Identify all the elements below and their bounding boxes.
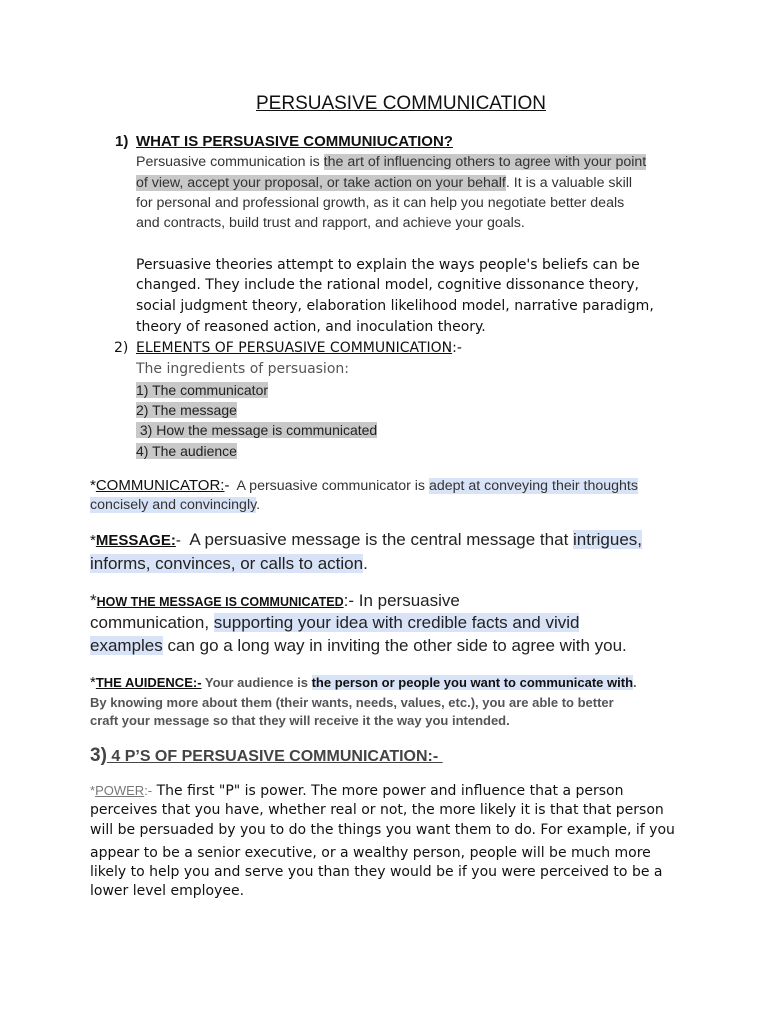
audience-line-2: By knowing more about them (their wants, needs, values, etc.), you are able to better [90,695,614,710]
section-2-heading: ELEMENTS OF PERSUASIVE COMMUNICATION [136,340,453,356]
message-line-2 [90,554,368,574]
audience-line-3: craft your message so that they will receive it the way you intended. [90,713,510,728]
power-line-3: will be persuaded by you to do the things you want them to do. For example, if you [90,822,675,838]
how-line-1 [90,591,460,611]
p1-line-2 [136,175,632,191]
p1-line-4: and contracts, build trust and rapport, and achieve your goals. [136,215,525,231]
power-line-2: perceives that you have, whether real or not, the more likely it is that that person [90,802,664,818]
communicator-line-2 [90,497,260,513]
how-label: HOW THE MESSAGE IS COMMUNICATED [96,595,344,609]
how-text: communication, [90,613,214,632]
section-1-heading: WHAT IS PERSUASIVE COMMUNIUCATION? [136,133,453,150]
audience-line-1 [90,674,637,691]
power-star: * [90,783,96,798]
how-text: can go a long way in inviting the other side to agree with you. [162,636,627,655]
p1-line-3: for personal and professional growth, as it can help you negotiate better deals [136,195,625,211]
p2-line-3: social judgment theory, elaboration likelihood model, narrative paradigm, [136,298,654,314]
message-text: A persuasive message is the central message that [180,530,574,549]
section-1-number: 1) [115,133,129,150]
p2-line-1: Persuasive theories attempt to explain the ways people's beliefs can be [136,257,640,273]
audience-star: * [90,674,96,691]
communicator-text: . [256,497,261,513]
power-line-4: appear to be a senior executive, or a wealthy person, people will be much more [90,845,651,861]
communicator-highlight: concisely and convincingly [90,497,257,513]
communicator-line-1 [90,477,638,494]
audience-highlight: the person or people you want to communicate with [311,675,634,690]
communicator-star: * [90,477,96,494]
element-item-audience: 4) The audience [136,443,237,459]
how-highlight: supporting your idea with credible facts and vivid [213,613,580,632]
message-star: * [90,532,96,549]
p1-highlight: of view, accept your proposal, or take action on your behalf [136,175,506,191]
power-line-1 [90,783,624,799]
message-label: MESSAGE: [95,532,176,549]
section-2-heading-line [136,340,462,356]
section-3-heading: 4 P’S OF PERSUASIVE COMMUNICATION:- [106,748,443,765]
element-item-how: 3) How the message is communicated [136,422,378,438]
power-label: POWER [95,783,145,798]
message-highlight: intrigues, [573,530,642,549]
p1-highlight: the art of influencing others to agree with your point [323,154,647,170]
section-2-intro: The ingredients of persuasion: [136,361,349,377]
element-item-communicator: 1) The communicator [136,382,269,398]
element-item-message: 2) The message [136,402,237,418]
p1-text: Persuasive communication is [136,154,324,170]
message-line-1 [90,530,642,550]
power-line-6: lower level employee. [90,883,245,899]
how-line-2 [90,613,579,633]
p1-line-1 [136,154,646,170]
how-star: * [90,591,97,610]
message-text: . [363,554,368,573]
power-text: The first "P" is power. The more power and influence that a person [152,783,624,799]
communicator-sep: - [224,477,230,494]
communicator-highlight: adept at conveying their thoughts [428,478,638,494]
document-title: PERSUASIVE COMMUNICATION [256,93,546,114]
how-highlight: examples [90,636,163,655]
communicator-label: COMMUNICATOR: [95,477,225,494]
message-highlight: informs, convinces, or calls to action [90,554,364,573]
communicator-text: A persuasive communicator is [229,478,429,494]
message-sep: - [175,532,181,549]
section-2-number: 2) [114,340,129,356]
power-line-5: likely to help you and serve you than they would be if you were perceived to be a [90,864,663,880]
p2-line-4: theory of reasoned action, and inoculation theory. [136,319,486,335]
section-3-number: 3) [90,745,107,766]
audience-label: THE AUIDENCE:- [95,675,202,690]
power-sep: :- [144,783,153,798]
how-sep: :- In persuasive [343,591,460,610]
p2-line-2: changed. They include the rational model, cognitive dissonance theory, [136,277,639,293]
how-line-3 [90,636,627,656]
section-2-heading-suffix: :- [452,340,462,356]
audience-text: . [633,675,637,690]
section-3-heading-line [90,745,443,767]
audience-text: Your audience is [201,675,312,690]
p1-text: . It is a valuable skill [505,175,633,191]
